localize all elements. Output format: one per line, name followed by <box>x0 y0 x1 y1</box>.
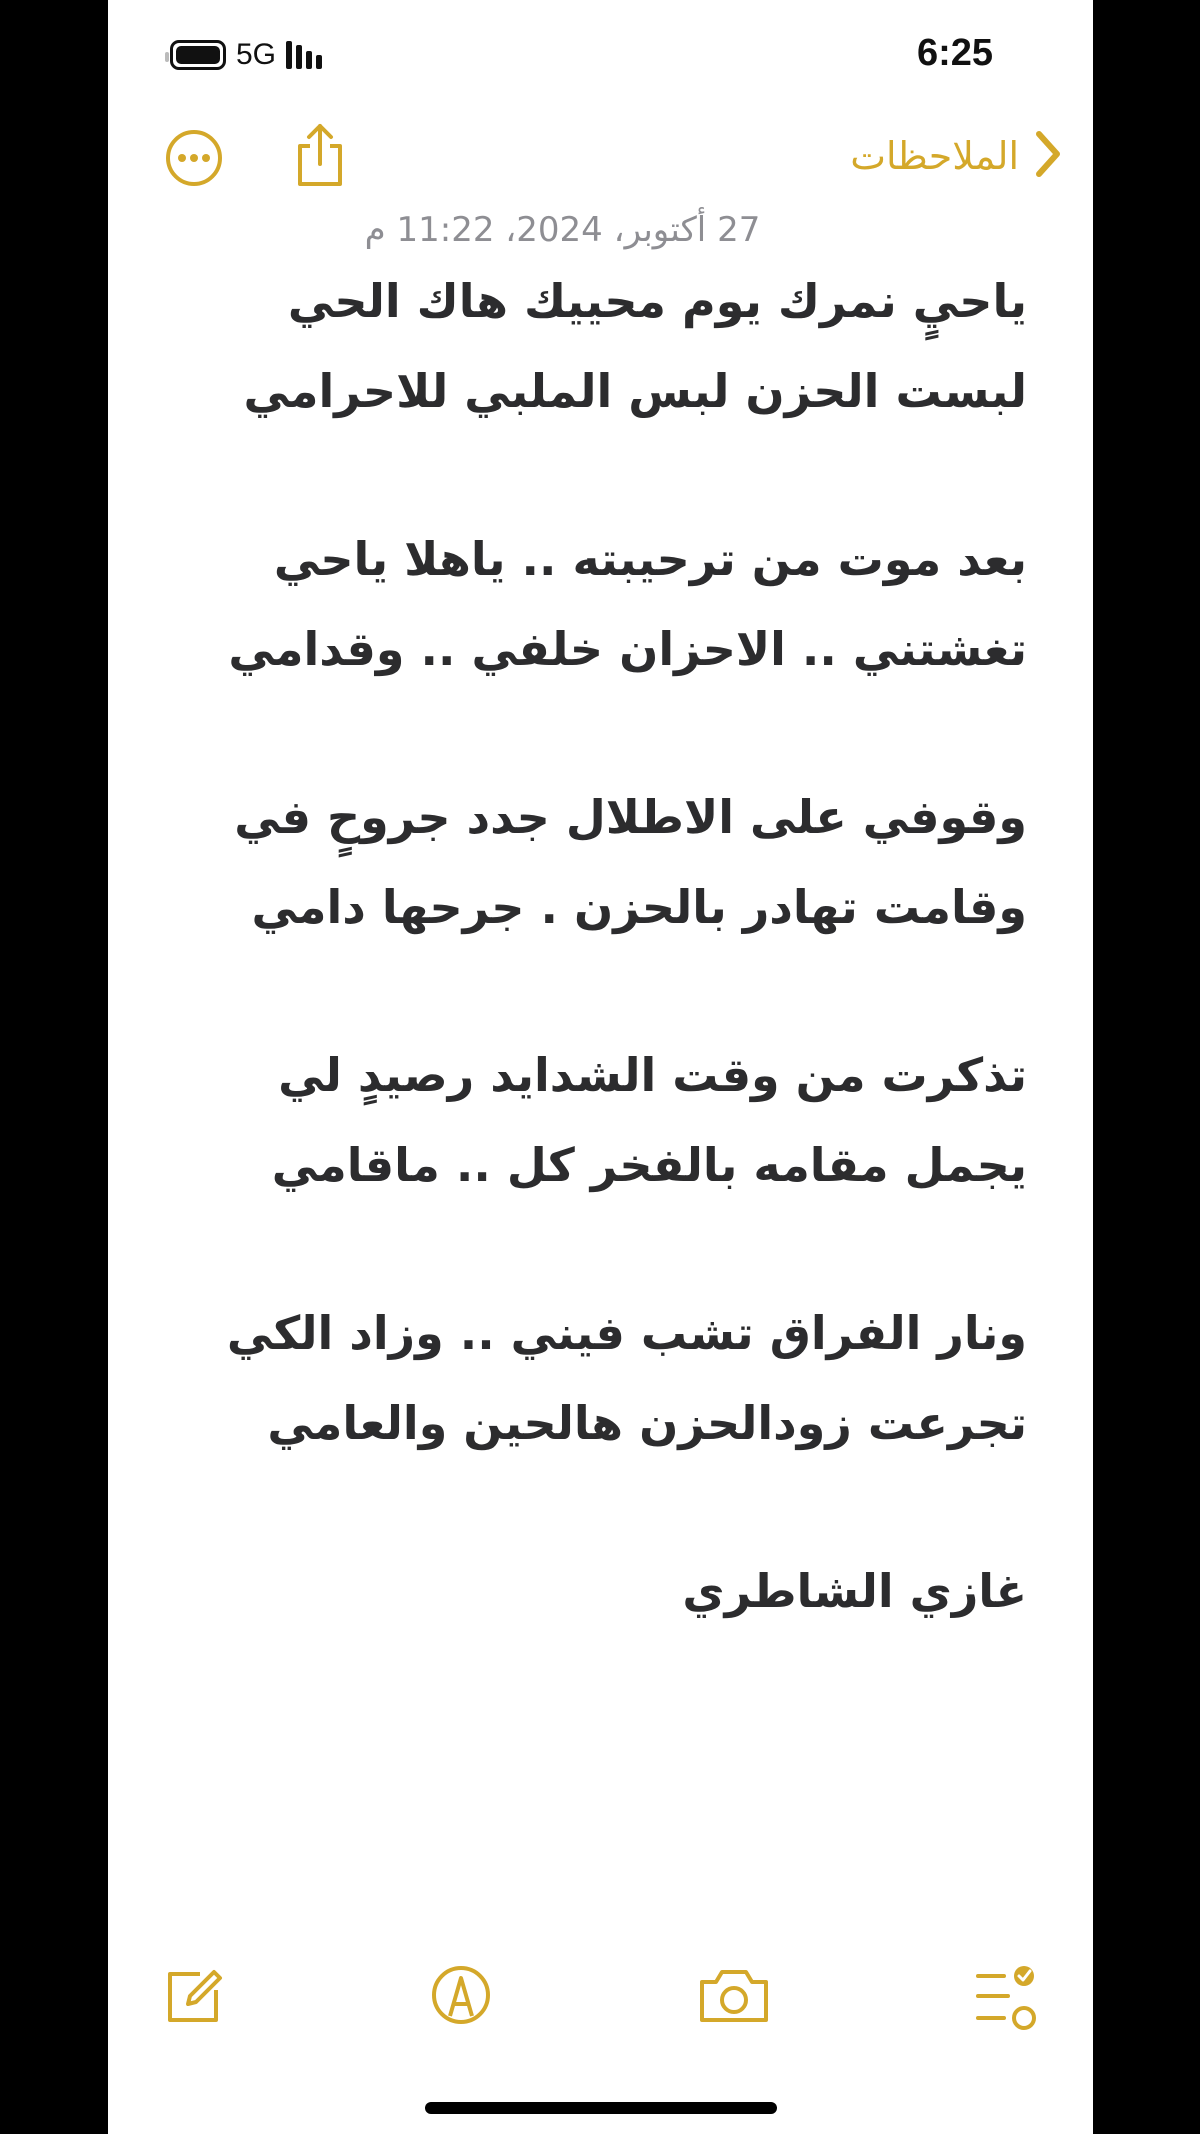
stanza <box>218 514 1027 694</box>
back-button[interactable] <box>850 128 1063 184</box>
compose-icon <box>160 2015 230 2034</box>
network-type: 5G <box>236 38 277 71</box>
camera-button[interactable] <box>694 1960 774 2030</box>
poem-line: تغشتني .. الاحزان خلفي .. وقدامي <box>228 622 1027 676</box>
markup-icon <box>426 2015 496 2034</box>
note-body[interactable] <box>218 210 1027 1618</box>
checklist-icon <box>974 2015 1044 2034</box>
note-date: 27 أكتوبر، 2024، 11:22 م <box>364 210 761 250</box>
stanza <box>218 256 1027 436</box>
share-button[interactable] <box>292 122 348 194</box>
poem-line: بعد موت من ترحيبته .. ياهلا ياحي <box>273 532 1027 586</box>
more-button[interactable] <box>164 128 224 192</box>
bottom-toolbar <box>108 1960 1093 2040</box>
poem-line: وقامت تهادر بالحزن . جرحها دامي <box>251 880 1027 934</box>
poem-line: تذكرت من وقت الشدايد رصيدٍ لي <box>278 1048 1027 1102</box>
stanza <box>218 1288 1027 1468</box>
poem-line: ياحيٍ نمرك يوم محييك هاك الحي <box>287 274 1027 328</box>
phone-screen <box>108 0 1093 2134</box>
checklist-button[interactable] <box>974 1960 1044 2030</box>
status-time: 6:25 <box>916 32 993 74</box>
share-icon <box>292 175 348 194</box>
signal-icon <box>286 41 322 69</box>
poem-signature: غازي الشاطري <box>682 1564 1027 1618</box>
compose-button[interactable] <box>160 1960 230 2030</box>
nav-bar <box>108 110 1093 210</box>
back-button-label: الملاحظات <box>850 134 1019 178</box>
status-indicators <box>170 38 322 72</box>
poem-line: لبست الحزن لبس الملبي للاحرامي <box>243 364 1027 418</box>
poem-line: تجرعت زودالحزن هالحين والعامي <box>267 1396 1027 1450</box>
stanza <box>218 772 1027 952</box>
stanza <box>218 1030 1027 1210</box>
poem-line: يجمل مقامه بالفخر كل .. ماقامي <box>271 1138 1027 1192</box>
status-bar <box>108 0 1093 110</box>
poem-line: ونار الفراق تشب فيني .. وزاد الكي <box>226 1306 1027 1360</box>
battery-icon <box>170 40 226 70</box>
home-indicator[interactable] <box>425 2102 777 2114</box>
camera-icon <box>694 2015 774 2034</box>
markup-button[interactable] <box>426 1960 496 2030</box>
more-icon <box>164 173 224 192</box>
poem-line: وقوفي على الاطلال جدد جروحٍ في <box>234 790 1027 844</box>
chevron-back-icon <box>1033 128 1063 184</box>
